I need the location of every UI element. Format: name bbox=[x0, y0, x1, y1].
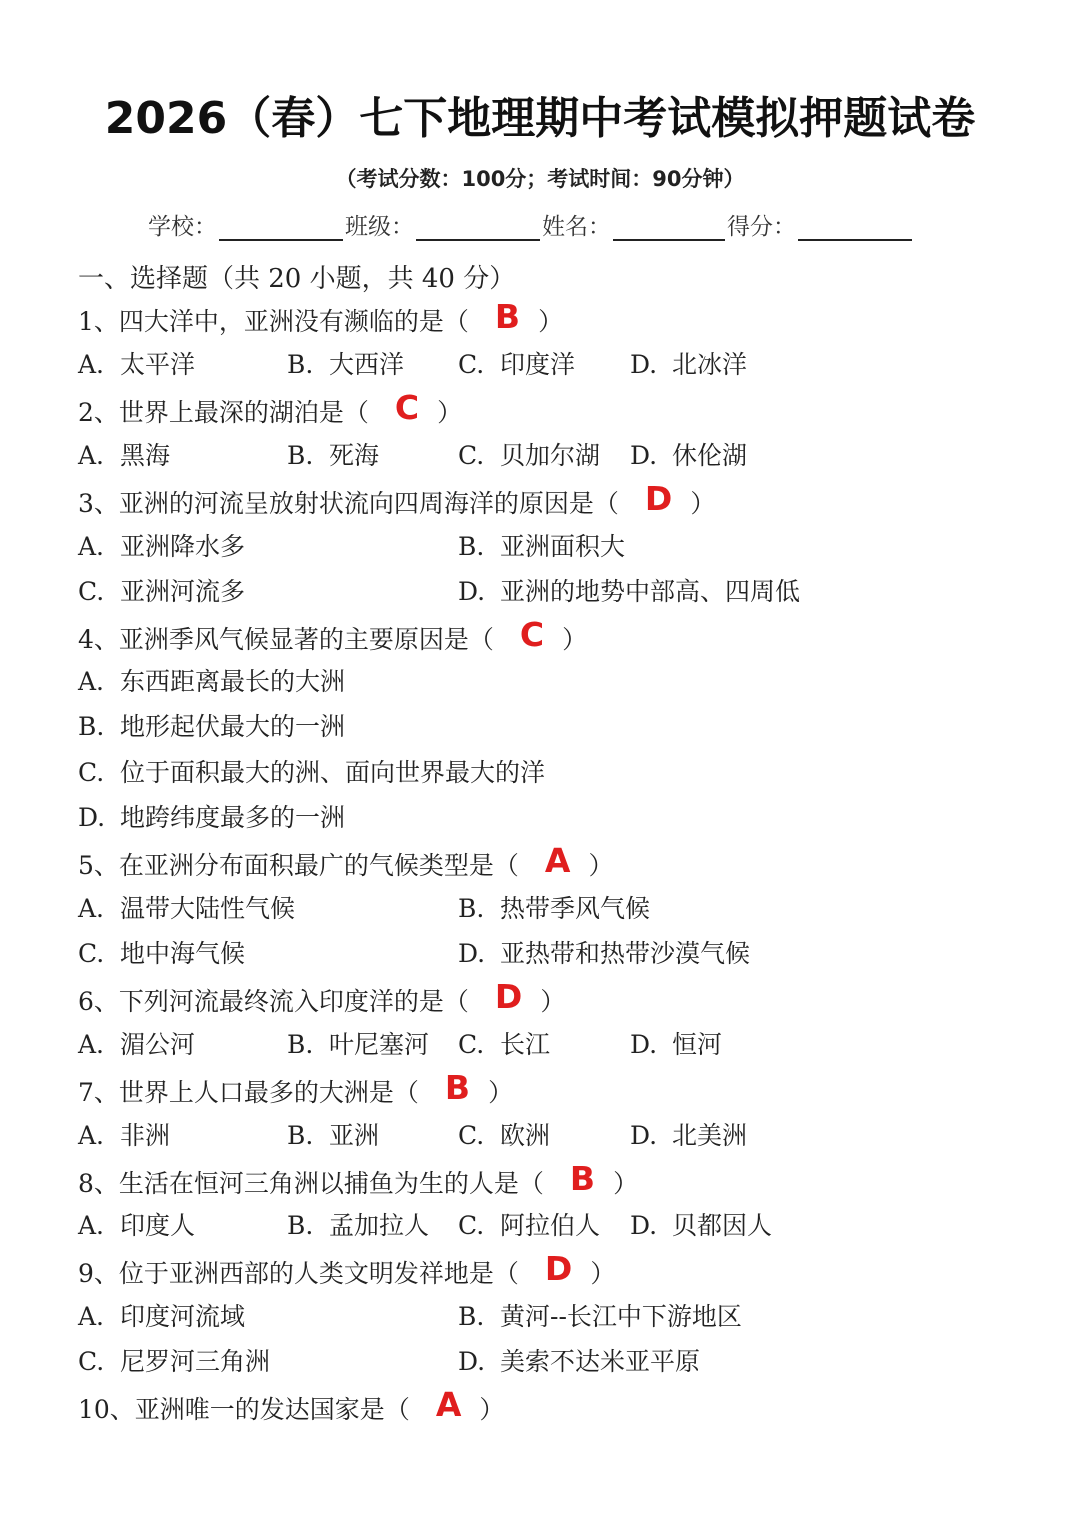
answer-mark: D bbox=[494, 977, 523, 1016]
close-paren: ） bbox=[479, 1395, 505, 1424]
option-text: 美索不达米亚平原 bbox=[500, 1347, 701, 1376]
option-key: B. bbox=[287, 350, 314, 379]
option-a bbox=[78, 665, 345, 699]
option-d bbox=[458, 1345, 700, 1379]
question-stem: 1、四大洋中，亚洲没有濒临的是（ bbox=[78, 307, 469, 336]
option-text: 印度人 bbox=[120, 1211, 196, 1240]
option-text: 休伦湖 bbox=[672, 441, 748, 470]
question-9 bbox=[78, 1249, 616, 1291]
question-4 bbox=[78, 615, 588, 657]
question-stem: 3、亚洲的河流呈放射状流向四周海洋的原因是（ bbox=[78, 489, 619, 518]
option-key: D. bbox=[630, 350, 658, 379]
option-a bbox=[78, 1028, 195, 1062]
option-key: C. bbox=[458, 350, 485, 379]
class-label: 班级： bbox=[345, 214, 414, 240]
option-key: B. bbox=[287, 1030, 314, 1059]
option-c bbox=[458, 348, 575, 382]
option-text: 非洲 bbox=[120, 1121, 171, 1150]
option-a bbox=[78, 1209, 195, 1243]
option-c bbox=[458, 1209, 600, 1243]
option-text: 贝都因人 bbox=[672, 1211, 773, 1240]
option-key: D. bbox=[630, 1121, 658, 1150]
option-text: 地中海气候 bbox=[120, 939, 246, 968]
option-key: D. bbox=[458, 939, 486, 968]
option-d bbox=[458, 937, 750, 971]
option-key: D. bbox=[630, 1030, 658, 1059]
option-c bbox=[78, 937, 245, 971]
option-key: B. bbox=[287, 1121, 314, 1150]
option-text: 太平洋 bbox=[120, 350, 196, 379]
option-d bbox=[78, 801, 345, 835]
option-key: B. bbox=[287, 1211, 314, 1240]
option-b bbox=[287, 439, 379, 473]
answer-mark: A bbox=[435, 1385, 462, 1424]
close-paren: ） bbox=[588, 851, 614, 880]
question-6 bbox=[78, 977, 566, 1019]
option-a bbox=[78, 1119, 170, 1153]
option-text: 死海 bbox=[329, 441, 380, 470]
option-d bbox=[630, 1119, 747, 1153]
question-3 bbox=[78, 479, 716, 521]
option-key: D. bbox=[630, 1211, 658, 1240]
option-b bbox=[458, 530, 625, 564]
answer-mark: A bbox=[544, 841, 571, 880]
option-d bbox=[458, 575, 800, 609]
option-text: 亚洲面积大 bbox=[500, 532, 626, 561]
option-d bbox=[630, 439, 747, 473]
option-key: D. bbox=[458, 1347, 486, 1376]
answer-mark: B bbox=[444, 1068, 471, 1107]
section-title: 一、选择题（共 20 小题，共 40 分） bbox=[78, 264, 516, 294]
close-paren: ） bbox=[488, 1078, 514, 1107]
answer-mark: C bbox=[519, 615, 545, 654]
option-text: 北美洲 bbox=[672, 1121, 748, 1150]
option-key: B. bbox=[78, 712, 105, 741]
option-c bbox=[78, 1345, 270, 1379]
option-b bbox=[458, 1300, 742, 1334]
option-key: B. bbox=[287, 441, 314, 470]
option-text: 长江 bbox=[500, 1030, 551, 1059]
option-key: B. bbox=[458, 1302, 485, 1331]
option-key: B. bbox=[458, 894, 485, 923]
option-b bbox=[287, 1209, 429, 1243]
close-paren: ） bbox=[540, 987, 566, 1016]
option-key: C. bbox=[458, 1121, 485, 1150]
answer-mark: B bbox=[494, 297, 521, 336]
question-stem: 4、亚洲季风气候显著的主要原因是（ bbox=[78, 625, 494, 654]
close-paren: ） bbox=[437, 398, 463, 427]
question-stem: 2、世界上最深的湖泊是（ bbox=[78, 398, 369, 427]
name-blank[interactable] bbox=[613, 213, 725, 241]
option-text: 地形起伏最大的一洲 bbox=[120, 712, 346, 741]
option-key: D. bbox=[78, 803, 106, 832]
option-text: 贝加尔湖 bbox=[500, 441, 601, 470]
option-text: 地跨纬度最多的一洲 bbox=[120, 803, 346, 832]
option-d bbox=[630, 1028, 722, 1062]
option-key: C. bbox=[78, 758, 105, 787]
option-key: A. bbox=[78, 532, 105, 561]
score-label: 得分： bbox=[727, 214, 796, 240]
option-c bbox=[78, 575, 245, 609]
option-a bbox=[78, 530, 245, 564]
question-8 bbox=[78, 1159, 639, 1201]
option-key: A. bbox=[78, 441, 105, 470]
option-text: 东西距离最长的大洲 bbox=[120, 667, 346, 696]
option-text: 位于面积最大的洲、面向世界最大的洋 bbox=[120, 758, 546, 787]
option-key: A. bbox=[78, 1030, 105, 1059]
option-key: C. bbox=[458, 1030, 485, 1059]
question-7 bbox=[78, 1068, 514, 1110]
option-c bbox=[458, 439, 600, 473]
option-text: 亚热带和热带沙漠气候 bbox=[500, 939, 751, 968]
question-1 bbox=[78, 297, 564, 339]
school-blank[interactable] bbox=[219, 213, 343, 241]
option-key: A. bbox=[78, 667, 105, 696]
question-stem: 10、亚洲唯一的发达国家是（ bbox=[78, 1395, 410, 1424]
option-text: 印度洋 bbox=[500, 350, 576, 379]
option-b bbox=[78, 710, 345, 744]
option-key: A. bbox=[78, 1211, 105, 1240]
option-a bbox=[78, 439, 170, 473]
option-text: 黑海 bbox=[120, 441, 171, 470]
question-stem: 7、世界上人口最多的大洲是（ bbox=[78, 1078, 419, 1107]
option-b bbox=[287, 1028, 429, 1062]
close-paren: ） bbox=[562, 625, 588, 654]
option-b bbox=[287, 348, 404, 382]
option-text: 阿拉伯人 bbox=[500, 1211, 601, 1240]
option-text: 叶尼塞河 bbox=[329, 1030, 430, 1059]
option-key: B. bbox=[458, 532, 485, 561]
option-text: 恒河 bbox=[672, 1030, 723, 1059]
option-b bbox=[287, 1119, 379, 1153]
answer-mark: D bbox=[544, 1249, 573, 1288]
option-key: A. bbox=[78, 1302, 105, 1331]
option-key: A. bbox=[78, 350, 105, 379]
question-stem: 6、下列河流最终流入印度洋的是（ bbox=[78, 987, 469, 1016]
option-key: D. bbox=[458, 577, 486, 606]
option-text: 亚洲的地势中部高、四周低 bbox=[500, 577, 801, 606]
close-paren: ） bbox=[690, 489, 716, 518]
option-c bbox=[458, 1028, 550, 1062]
answer-mark: D bbox=[644, 479, 673, 518]
option-key: C. bbox=[458, 1211, 485, 1240]
option-text: 印度河流域 bbox=[120, 1302, 246, 1331]
answer-mark: C bbox=[394, 388, 420, 427]
option-text: 亚洲河流多 bbox=[120, 577, 246, 606]
option-key: A. bbox=[78, 894, 105, 923]
score-blank[interactable] bbox=[798, 213, 912, 241]
answer-mark: B bbox=[569, 1159, 596, 1198]
exam-subtitle: （考试分数：100分；考试时间：90分钟） bbox=[335, 167, 745, 191]
option-text: 温带大陆性气候 bbox=[120, 894, 296, 923]
option-text: 亚洲降水多 bbox=[120, 532, 246, 561]
option-key: D. bbox=[630, 441, 658, 470]
exam-title: 2026（春）七下地理期中考试模拟押题试卷 bbox=[104, 93, 976, 144]
option-c bbox=[78, 756, 545, 790]
option-d bbox=[630, 348, 747, 382]
option-text: 欧洲 bbox=[500, 1121, 551, 1150]
option-key: C. bbox=[78, 1347, 105, 1376]
option-key: C. bbox=[458, 441, 485, 470]
question-5 bbox=[78, 841, 614, 883]
class-blank[interactable] bbox=[416, 213, 540, 241]
name-label: 姓名： bbox=[542, 214, 611, 240]
question-stem: 5、在亚洲分布面积最广的气候类型是（ bbox=[78, 851, 519, 880]
question-stem: 9、位于亚洲西部的人类文明发祥地是（ bbox=[78, 1259, 519, 1288]
option-text: 黄河--长江中下游地区 bbox=[500, 1302, 742, 1331]
close-paren: ） bbox=[538, 307, 564, 336]
option-c bbox=[458, 1119, 550, 1153]
option-key: C. bbox=[78, 939, 105, 968]
close-paren: ） bbox=[590, 1259, 616, 1288]
student-info-fields bbox=[148, 208, 914, 241]
option-a bbox=[78, 348, 195, 382]
option-a bbox=[78, 892, 295, 926]
option-text: 亚洲 bbox=[329, 1121, 380, 1150]
option-a bbox=[78, 1300, 245, 1334]
option-text: 尼罗河三角洲 bbox=[120, 1347, 271, 1376]
option-text: 大西洋 bbox=[329, 350, 405, 379]
option-key: C. bbox=[78, 577, 105, 606]
option-b bbox=[458, 892, 650, 926]
option-text: 北冰洋 bbox=[672, 350, 748, 379]
option-text: 孟加拉人 bbox=[329, 1211, 430, 1240]
option-key: A. bbox=[78, 1121, 105, 1150]
question-2 bbox=[78, 388, 463, 430]
option-d bbox=[630, 1209, 772, 1243]
close-paren: ） bbox=[613, 1169, 639, 1198]
option-text: 热带季风气候 bbox=[500, 894, 651, 923]
question-10 bbox=[78, 1385, 505, 1427]
option-text: 湄公河 bbox=[120, 1030, 196, 1059]
question-stem: 8、生活在恒河三角洲以捕鱼为生的人是（ bbox=[78, 1169, 544, 1198]
school-label: 学校： bbox=[148, 214, 217, 240]
